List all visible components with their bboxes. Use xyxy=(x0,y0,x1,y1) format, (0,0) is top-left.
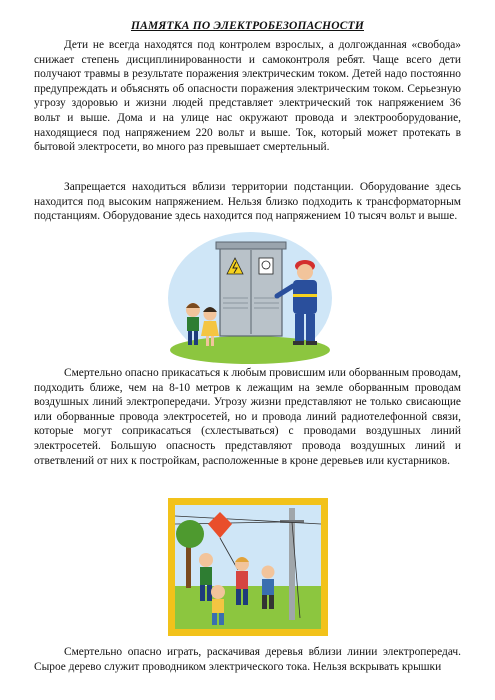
substation-illustration xyxy=(165,228,335,368)
paragraph-substation: Запрещается находиться вблизи территории подстанции. Оборудование здесь находится под высоким напряжением. Нельзя близко подходить к трансформаторным подстанциям. Оборудование здесь находится под напряжением 10 тысяч вольт и выше. xyxy=(34,181,461,223)
transformer-cabinet xyxy=(216,242,286,336)
paragraph-intro: Дети не всегда находятся под контролем взрослых, а долгожданная «свобода» снижает степень дисциплинированности и самоконтроля ребят. Чаще всего дети получают травмы в результате поражения электрическим током. Детей надо постоянно предупреждать и объяснять об опасности поражения электрическим током. Серьезную угрозу здоровью и жизни людей представляет электрический ток напряжением 36 вольт и выше. Дома и на улице нас окружают провода и электрооборудование, находящиеся под напряжением 220 вольт и выше. Ток, который может протекать в бытовой электросети, во много раз превышает смертельный. xyxy=(34,39,461,154)
skull-sign-icon xyxy=(259,258,273,274)
paragraph-wires: Смертельно опасно прикасаться к любым провисшим или оборванным проводам, подходить ближе, чем на 8-10 метров к лежащим на земле оборванным проводам воздушных линий электропередачи. Угрозу жизни представляют не только свисающие или оборванные провода электросетей, но и провода линий радиотелефонной связи, которые могут соприкасаться (схлестываться) с проводами воздушных линий электросетей. Большую опасность представляют провода воздушных линий и ответвлений от них к постройкам, расположенные в кроне деревьев или кустарников. xyxy=(34,367,461,467)
paragraph-trees: Смертельно опасно играть, раскачивая деревья вблизи линии электропередач. Сырое дерево служит проводником электрического тока. Нельзя вскрывать крышки xyxy=(34,646,461,673)
document-title: ПАМЯТКА ПО ЭЛЕКТРОБЕЗОПАСНОСТИ xyxy=(130,20,364,32)
power-line-illustration xyxy=(168,498,328,636)
